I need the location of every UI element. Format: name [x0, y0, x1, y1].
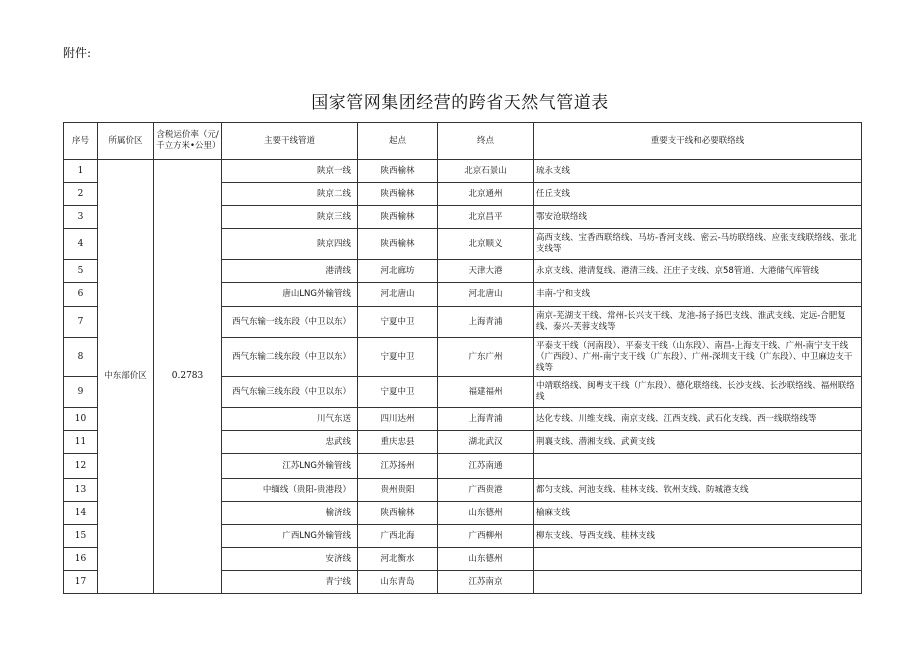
header-branches: 重要支干线和必要联络线: [534, 123, 862, 160]
cell-end: 上海青浦: [438, 408, 534, 431]
cell-start: 江苏扬州: [358, 454, 438, 479]
cell-end: 江苏南京: [438, 571, 534, 594]
cell-no: 5: [64, 260, 98, 283]
cell-end: 福建福州: [438, 377, 534, 408]
cell-main-line: 港清线: [222, 260, 358, 283]
cell-main-line: 陕京四线: [222, 229, 358, 260]
pipeline-table: [63, 122, 862, 594]
cell-main-line: 陕京二线: [222, 183, 358, 206]
cell-no: 2: [64, 183, 98, 206]
cell-main-line: 川气东送: [222, 408, 358, 431]
cell-no: 17: [64, 571, 98, 594]
cell-main-line: 西气东输二线东段（中卫以东）: [222, 338, 358, 377]
cell-main-line: 陕京三线: [222, 206, 358, 229]
cell-branches: 达化专线、川维支线、南京支线、江西支线、武石化支线、西一线联络线等: [534, 408, 862, 431]
cell-end: 天津大港: [438, 260, 534, 283]
cell-no: 11: [64, 431, 98, 454]
cell-start: 河北廊坊: [358, 260, 438, 283]
cell-main-line: 广西LNG外输管线: [222, 525, 358, 548]
cell-no: 4: [64, 229, 98, 260]
header-region: 所属价区: [98, 123, 154, 160]
cell-end: 河北唐山: [438, 283, 534, 307]
cell-start: 陕西榆林: [358, 206, 438, 229]
cell-no: 13: [64, 479, 98, 502]
cell-main-line: 西气东输一线东段（中卫以东）: [222, 307, 358, 338]
cell-main-line: 青宁线: [222, 571, 358, 594]
header-start: 起点: [358, 123, 438, 160]
cell-start: 山东青岛: [358, 571, 438, 594]
cell-start: 宁夏中卫: [358, 307, 438, 338]
cell-region: 中东部价区: [98, 160, 154, 594]
cell-no: 1: [64, 160, 98, 183]
cell-no: 3: [64, 206, 98, 229]
cell-no: 6: [64, 283, 98, 307]
cell-end: 广西柳州: [438, 525, 534, 548]
cell-main-line: 陕京一线: [222, 160, 358, 183]
cell-branches: 中靖联络线、闽粤支干线（广东段）、德化联络线、长沙支线、长沙联络线、福州联络线: [534, 377, 862, 408]
cell-end: 北京通州: [438, 183, 534, 206]
cell-no: 9: [64, 377, 98, 408]
cell-branches: 任丘支线: [534, 183, 862, 206]
cell-branches: [534, 454, 862, 479]
cell-branches: 都匀支线、河池支线、桂林支线、钦州支线、防城港支线: [534, 479, 862, 502]
cell-branches: 丰南-宁和支线: [534, 283, 862, 307]
cell-end: 广西贵港: [438, 479, 534, 502]
cell-branches: 平泰支干线（河南段）、平泰支干线（山东段）、南昌-上海支干线、广州-南宁支干线（广西段）、广州-南宁支干线（广东段）、广州-深圳支干线（广东段）、中卫麻边支干线等: [534, 338, 862, 377]
header-rate: 含税运价率（元/千立方米•公里）: [154, 123, 222, 160]
cell-main-line: 安济线: [222, 548, 358, 571]
cell-start: 陕西榆林: [358, 502, 438, 525]
cell-main-line: 唐山LNG外输管线: [222, 283, 358, 307]
cell-end: 山东德州: [438, 502, 534, 525]
cell-main-line: 江苏LNG外输管线: [222, 454, 358, 479]
cell-branches: 南京-芜湖支干线、常州-长兴支干线、龙池-扬子扬巴支线、淮武支线、定远-合肥复线、泰兴-芙蓉支线等: [534, 307, 862, 338]
header-no: 序号: [64, 123, 98, 160]
cell-main-line: 西气东输三线东段（中卫以东）: [222, 377, 358, 408]
cell-no: 7: [64, 307, 98, 338]
cell-end: 北京顺义: [438, 229, 534, 260]
cell-branches: [534, 548, 862, 571]
cell-start: 广西北海: [358, 525, 438, 548]
cell-start: 贵州贵阳: [358, 479, 438, 502]
cell-start: 宁夏中卫: [358, 338, 438, 377]
cell-start: 河北唐山: [358, 283, 438, 307]
cell-branches: 柳东支线、导西支线、桂林支线: [534, 525, 862, 548]
cell-start: 陕西榆林: [358, 183, 438, 206]
cell-end: 广东广州: [438, 338, 534, 377]
cell-branches: 琉永支线: [534, 160, 862, 183]
cell-no: 15: [64, 525, 98, 548]
cell-branches: 荆襄支线、潜湘支线、武黄支线: [534, 431, 862, 454]
cell-no: 12: [64, 454, 98, 479]
attachment-label: 附件:: [63, 46, 92, 60]
page-title: 国家管网集团经营的跨省天然气管道表: [311, 93, 609, 113]
cell-start: 宁夏中卫: [358, 377, 438, 408]
table-header-row: [64, 123, 862, 160]
cell-rate: 0.2783: [154, 160, 222, 594]
cell-start: 重庆忠县: [358, 431, 438, 454]
cell-branches: 高西支线、宝香西联络线、马坊-香河支线、密云-马坊联络线、应张支线联络线、张北支线等: [534, 229, 862, 260]
cell-branches: [534, 571, 862, 594]
cell-start: 陕西榆林: [358, 229, 438, 260]
cell-end: 北京昌平: [438, 206, 534, 229]
cell-end: 上海青浦: [438, 307, 534, 338]
cell-branches: 榆麻支线: [534, 502, 862, 525]
cell-start: 河北衡水: [358, 548, 438, 571]
cell-no: 14: [64, 502, 98, 525]
header-main-line: 主要干线管道: [222, 123, 358, 160]
cell-end: 湖北武汉: [438, 431, 534, 454]
cell-no: 8: [64, 338, 98, 377]
cell-end: 北京石景山: [438, 160, 534, 183]
cell-main-line: 忠武线: [222, 431, 358, 454]
cell-main-line: 榆济线: [222, 502, 358, 525]
cell-no: 10: [64, 408, 98, 431]
cell-end: 山东德州: [438, 548, 534, 571]
cell-no: 16: [64, 548, 98, 571]
cell-branches: 鄂安沧联络线: [534, 206, 862, 229]
table-row: [64, 160, 862, 183]
cell-start: 陕西榆林: [358, 160, 438, 183]
header-end: 终点: [438, 123, 534, 160]
cell-start: 四川达州: [358, 408, 438, 431]
cell-end: 江苏南通: [438, 454, 534, 479]
cell-branches: 永京支线、港清复线、港清三线、汪庄子支线、京58管道、大港储气库管线: [534, 260, 862, 283]
cell-main-line: 中缅线（贵阳-贵港段）: [222, 479, 358, 502]
